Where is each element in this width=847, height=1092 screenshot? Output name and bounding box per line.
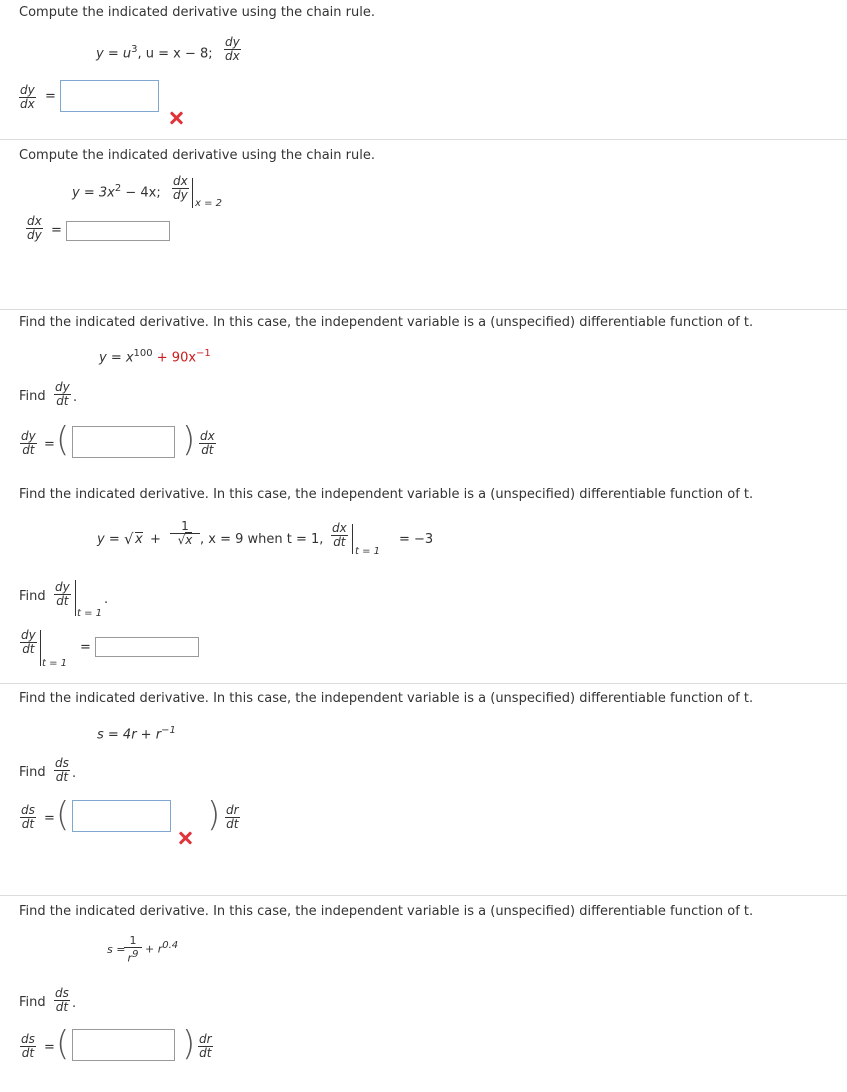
q6-find-fraction: $\frac{ds}{dt}$ [55, 986, 69, 1014]
q5-find: Find [19, 765, 46, 780]
q1-prompt: Compute the indicated derivative using the chain rule. [19, 5, 375, 20]
q3-tail-fraction: $\frac{dx}{dt}$ [200, 429, 215, 457]
q4-plus: + [150, 532, 161, 547]
divider [0, 683, 847, 684]
q2-target-fraction: $\frac{dx}{dy}$ [173, 174, 188, 202]
q4-find-eval: t = 1 [77, 608, 103, 619]
q1-target-fraction: $\frac{dy}{dx}$ [225, 35, 240, 63]
open-paren: ( [56, 795, 70, 835]
q4-cond: , x = 9 when t = 1, [200, 532, 324, 547]
q6-equals: = [44, 1040, 55, 1055]
q1-answer-label: $\frac{dy}{dx}$ [20, 83, 35, 111]
q5-answer-input[interactable] [72, 800, 171, 832]
close-paren: ) [182, 420, 196, 460]
close-paren: ) [207, 795, 221, 835]
q6-find: Find [19, 995, 46, 1010]
sqrt-symbol: √ [124, 530, 134, 548]
divider [0, 895, 847, 896]
q3-prompt: Find the indicated derivative. In this case, the independent variable is a (unspecified) differentiable function of t. [19, 315, 754, 330]
q5-equation: $s = 4r + r^{-1}$ [97, 725, 176, 743]
q1-answer-input[interactable] [60, 80, 159, 112]
q6-prompt: Find the indicated derivative. In this case, the independent variable is a (unspecified) differentiable function of t. [19, 904, 754, 919]
q4-ans-eval: t = 1 [42, 658, 68, 669]
q2-prompt: Compute the indicated derivative using the chain rule. [19, 148, 375, 163]
q4-find: Find [19, 589, 46, 604]
period: . [104, 592, 109, 607]
eval-bar [352, 524, 353, 554]
q4-answer-input[interactable] [95, 637, 199, 657]
q6-answer-input[interactable] [72, 1029, 175, 1061]
eval-bar [192, 178, 193, 208]
q2-equals: = [51, 223, 62, 238]
q3-equals: = [44, 437, 55, 452]
eval-bar [40, 630, 41, 666]
q6-frac-den: r9 [127, 949, 139, 965]
q5-equals: = [44, 811, 55, 826]
q4-answer-label: $\frac{dy}{dt}$ [21, 628, 36, 656]
period: . [72, 766, 77, 781]
eval-bar [75, 580, 76, 616]
period: . [72, 996, 77, 1011]
q4-cond-fraction: $\frac{dx}{dt}$ [332, 521, 347, 549]
q4-eq-y: y = [97, 532, 120, 547]
q4-equals: = [80, 640, 91, 655]
incorrect-x-icon [178, 831, 192, 845]
q6-eq-s: s = [107, 943, 126, 956]
q1-equals: = [45, 89, 56, 104]
open-paren: ( [56, 420, 70, 460]
q5-find-fraction: $\frac{ds}{dt}$ [55, 756, 69, 784]
q4-sqrt-x: x [135, 532, 143, 547]
q6-equation-tail: + r0.4 [145, 940, 179, 956]
divider [0, 309, 847, 310]
q2-answer-label: $\frac{dx}{dy}$ [27, 214, 42, 242]
q5-answer-label: $\frac{ds}{dt}$ [21, 803, 35, 831]
sqrt-symbol: √ [177, 533, 186, 547]
q4-cond-val: = −3 [399, 532, 434, 547]
q3-equation: $y = x^{100} + 90x^{-1}$ [99, 348, 211, 366]
incorrect-x-icon [169, 111, 183, 125]
q3-find-fraction: $\frac{dy}{dt}$ [55, 380, 70, 408]
period: . [73, 390, 78, 405]
q6-tail-fraction: $\frac{dr}{dt}$ [199, 1032, 212, 1060]
q2-given: $y = 3x^2 - 4x$; [72, 183, 161, 201]
q6-frac: $\frac{1}{r9}$ [124, 934, 142, 965]
q3-answer-input[interactable] [72, 426, 175, 458]
q5-prompt: Find the indicated derivative. In this case, the independent variable is a (unspecified) differentiable function of t. [19, 691, 754, 706]
q4-frac-den: √x [177, 533, 193, 547]
q6-answer-label: $\frac{ds}{dt}$ [21, 1032, 35, 1060]
close-paren: ) [182, 1024, 196, 1064]
q3-find: Find [19, 389, 46, 404]
q4-cond-eval: t = 1 [355, 546, 381, 557]
q5-tail-fraction: $\frac{dr}{dt}$ [226, 803, 239, 831]
q4-find-fraction: $\frac{dy}{dt}$ [55, 580, 70, 608]
q3-answer-label: $\frac{dy}{dt}$ [21, 429, 36, 457]
q4-prompt: Find the indicated derivative. In this case, the independent variable is a (unspecified) differentiable function of t. [19, 487, 754, 502]
q4-frac: $\frac{1}{√x}$ [170, 520, 200, 547]
divider [0, 139, 847, 140]
open-paren: ( [56, 1024, 70, 1064]
q2-eval: x = 2 [195, 198, 223, 209]
q2-answer-input[interactable] [66, 221, 170, 241]
q1-given: $y = u^3$, u = x − 8; [96, 44, 213, 62]
